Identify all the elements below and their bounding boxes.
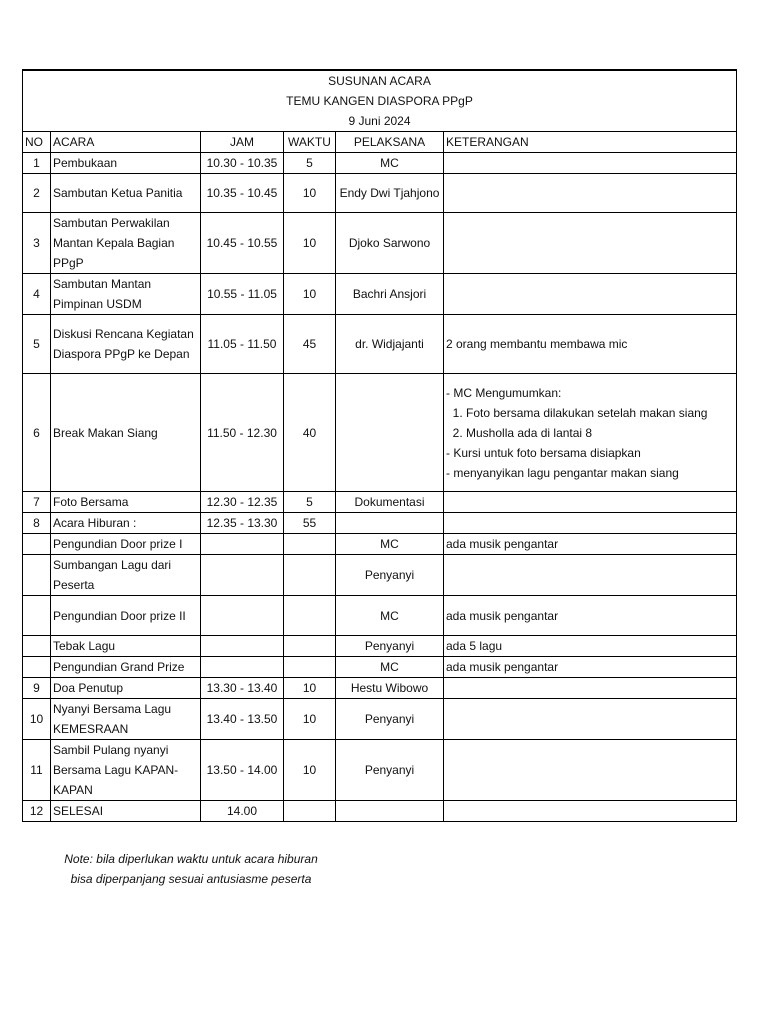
- table-row: [23, 596, 737, 636]
- row-pelaksana: MC: [336, 534, 444, 555]
- table-row: [23, 801, 737, 822]
- row-pelaksana: Penyanyi: [336, 636, 444, 657]
- row-waktu: 55: [284, 513, 336, 534]
- header-row: [23, 132, 737, 153]
- row-no: 6: [23, 374, 51, 492]
- schedule-table: [22, 69, 737, 822]
- table-row: [23, 513, 737, 534]
- row-waktu: 10: [284, 274, 336, 315]
- row-waktu: 5: [284, 153, 336, 174]
- row-no: 8: [23, 513, 51, 534]
- row-pelaksana: Penyanyi: [336, 699, 444, 740]
- row-pelaksana: [336, 513, 444, 534]
- row-jam: [201, 555, 284, 596]
- row-keterangan: ada musik pengantar: [444, 534, 737, 555]
- row-jam: [201, 534, 284, 555]
- row-jam: 13.30 - 13.40: [201, 678, 284, 699]
- header-pelaksana: PELAKSANA: [336, 132, 444, 153]
- row-pelaksana: Endy Dwi Tjahjono: [336, 174, 444, 213]
- row-no: 2: [23, 174, 51, 213]
- table-row: [23, 315, 737, 374]
- row-waktu: [284, 657, 336, 678]
- header-jam: JAM: [201, 132, 284, 153]
- row-waktu: 10: [284, 740, 336, 801]
- row-keterangan: [444, 374, 737, 492]
- row-jam: 10.30 - 10.35: [201, 153, 284, 174]
- row-waktu: 10: [284, 699, 336, 740]
- header-acara: ACARA: [51, 132, 201, 153]
- title-line-2: TEMU KANGEN DIASPORA PPgP: [286, 94, 473, 108]
- row-pelaksana: MC: [336, 153, 444, 174]
- row-keterangan: ada musik pengantar: [444, 657, 737, 678]
- table-row: [23, 740, 737, 801]
- header-keterangan: KETERANGAN: [444, 132, 737, 153]
- row-jam: 10.45 - 10.55: [201, 213, 284, 274]
- row-no: 1: [23, 153, 51, 174]
- document-title: [23, 70, 737, 132]
- row-pelaksana: Penyanyi: [336, 740, 444, 801]
- row-keterangan: [444, 678, 737, 699]
- footnote-line-1: Note: bila diperlukan waktu untuk acara hiburan: [64, 852, 318, 866]
- schedule-sheet: [22, 69, 736, 822]
- row-pelaksana: MC: [336, 596, 444, 636]
- row-keterangan: [444, 699, 737, 740]
- row-acara: Nyanyi Bersama Lagu KEMESRAAN: [51, 699, 201, 740]
- row-keterangan: [444, 274, 737, 315]
- row-jam: [201, 657, 284, 678]
- row-jam: 10.55 - 11.05: [201, 274, 284, 315]
- row-acara: Sambutan Mantan Pimpinan USDM: [51, 274, 201, 315]
- row-waktu: [284, 534, 336, 555]
- row-jam: 10.35 - 10.45: [201, 174, 284, 213]
- row-keterangan: [444, 740, 737, 801]
- row-acara: Foto Bersama: [51, 492, 201, 513]
- keterangan-line: 2. Musholla ada di lantai 8: [446, 425, 593, 440]
- row-pelaksana: Djoko Sarwono: [336, 213, 444, 274]
- row-keterangan: ada musik pengantar: [444, 596, 737, 636]
- footnote: [60, 849, 322, 889]
- footnote-line-2: bisa diperpanjang sesuai antusiasme peserta: [70, 872, 312, 886]
- row-keterangan: [444, 801, 737, 822]
- row-acara: Tebak Lagu: [51, 636, 201, 657]
- header-waktu: WAKTU: [284, 132, 336, 153]
- header-no: NO: [23, 132, 51, 153]
- row-acara: Pembukaan: [51, 153, 201, 174]
- row-acara: Pengundian Door prize II: [51, 596, 201, 636]
- row-jam: [201, 636, 284, 657]
- row-waktu: [284, 555, 336, 596]
- row-waktu: 10: [284, 678, 336, 699]
- row-pelaksana: Bachri Ansjori: [336, 274, 444, 315]
- row-no: 4: [23, 274, 51, 315]
- table-row: [23, 153, 737, 174]
- row-waktu: [284, 801, 336, 822]
- keterangan-line: - Kursi untuk foto bersama disiapkan: [446, 445, 641, 460]
- row-pelaksana: Dokumentasi: [336, 492, 444, 513]
- table-row: [23, 174, 737, 213]
- row-jam: 12.35 - 13.30: [201, 513, 284, 534]
- table-row: [23, 213, 737, 274]
- row-no: 5: [23, 315, 51, 374]
- row-pelaksana: [336, 374, 444, 492]
- title-row: [23, 70, 737, 132]
- row-pelaksana: Hestu Wibowo: [336, 678, 444, 699]
- row-keterangan: [444, 153, 737, 174]
- row-waktu: 10: [284, 174, 336, 213]
- row-no: [23, 534, 51, 555]
- row-no: 12: [23, 801, 51, 822]
- table-row: [23, 492, 737, 513]
- row-jam: [201, 596, 284, 636]
- row-no: [23, 555, 51, 596]
- keterangan-line: 1. Foto bersama dilakukan setelah makan siang: [446, 405, 708, 420]
- title-line-3: 9 Juni 2024: [348, 114, 411, 128]
- row-waktu: 40: [284, 374, 336, 492]
- row-keterangan: [444, 513, 737, 534]
- row-acara: Acara Hiburan :: [51, 513, 201, 534]
- row-waktu: 5: [284, 492, 336, 513]
- row-no: [23, 596, 51, 636]
- table-row: [23, 374, 737, 492]
- table-row: [23, 274, 737, 315]
- row-jam: 13.50 - 14.00: [201, 740, 284, 801]
- row-no: 3: [23, 213, 51, 274]
- keterangan-line: - MC Mengumumkan:: [446, 385, 562, 400]
- table-row: [23, 555, 737, 596]
- row-acara: Pengundian Door prize I: [51, 534, 201, 555]
- row-no: [23, 657, 51, 678]
- row-keterangan: 2 orang membantu membawa mic: [444, 315, 737, 374]
- row-acara: Sumbangan Lagu dari Peserta: [51, 555, 201, 596]
- table-row: [23, 534, 737, 555]
- row-keterangan: [444, 213, 737, 274]
- row-keterangan: [444, 174, 737, 213]
- table-row: [23, 636, 737, 657]
- title-line-1: SUSUNAN ACARA: [328, 74, 431, 88]
- row-jam: 12.30 - 12.35: [201, 492, 284, 513]
- row-waktu: 10: [284, 213, 336, 274]
- row-no: 9: [23, 678, 51, 699]
- row-jam: 11.05 - 11.50: [201, 315, 284, 374]
- row-keterangan: ada 5 lagu: [444, 636, 737, 657]
- table-row: [23, 678, 737, 699]
- row-waktu: [284, 636, 336, 657]
- row-acara: Break Makan Siang: [51, 374, 201, 492]
- row-no: 11: [23, 740, 51, 801]
- row-waktu: [284, 596, 336, 636]
- row-no: 7: [23, 492, 51, 513]
- row-no: 10: [23, 699, 51, 740]
- row-acara: Sambil Pulang nyanyi Bersama Lagu KAPAN-KAPAN: [51, 740, 201, 801]
- row-acara: Sambutan Perwakilan Mantan Kepala Bagian PPgP: [51, 213, 201, 274]
- row-keterangan: [444, 555, 737, 596]
- row-jam: 13.40 - 13.50: [201, 699, 284, 740]
- row-acara: Pengundian Grand Prize: [51, 657, 201, 678]
- row-acara: SELESAI: [51, 801, 201, 822]
- table-row: [23, 699, 737, 740]
- row-pelaksana: MC: [336, 657, 444, 678]
- row-jam: 11.50 - 12.30: [201, 374, 284, 492]
- table-row: [23, 657, 737, 678]
- row-waktu: 45: [284, 315, 336, 374]
- row-jam: 14.00: [201, 801, 284, 822]
- row-pelaksana: dr. Widjajanti: [336, 315, 444, 374]
- keterangan-line: - menyanyikan lagu pengantar makan siang: [446, 465, 679, 480]
- row-acara: Doa Penutup: [51, 678, 201, 699]
- row-no: [23, 636, 51, 657]
- row-pelaksana: Penyanyi: [336, 555, 444, 596]
- row-keterangan: [444, 492, 737, 513]
- row-acara: Diskusi Rencana Kegiatan Diaspora PPgP ke Depan: [51, 315, 201, 374]
- row-acara: Sambutan Ketua Panitia: [51, 174, 201, 213]
- row-pelaksana: [336, 801, 444, 822]
